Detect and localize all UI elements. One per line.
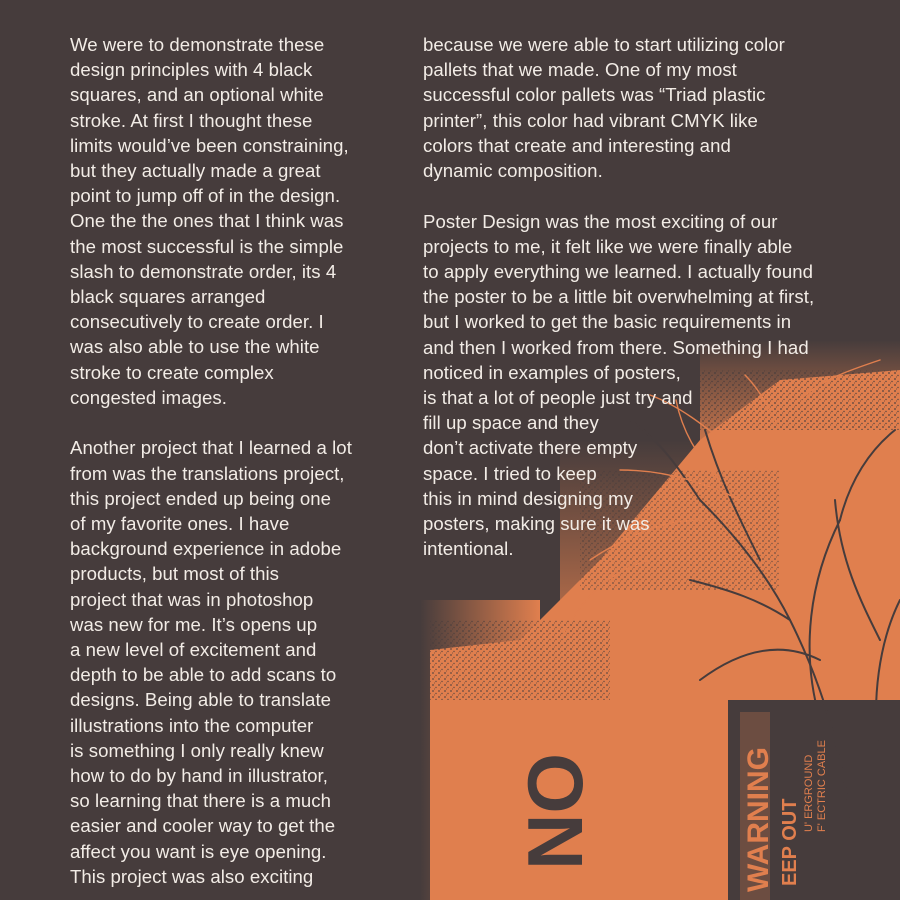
no-lettering (511, 753, 599, 870)
right-text-column (423, 32, 893, 561)
left-paragraph-2: Another project that I learned a lot from was the translations project, this project ended up being one of my favorite ones. I have background experience in adobe products, but most of this project that was in photoshop was new for me. It’s opens up a new level of excitement and depth to be able to add scans to designs. Being able to translate illustrations into the computer is something I only really knew how to do by hand in illustrator, so learning that there is a much easier and cooler way to get the affect you want is eye opening. This project was also exciting (70, 437, 352, 887)
right-paragraph-2: Poster Design was the most exciting of our projects to me, it felt like we were finally able to apply everything we learned. I actually found the poster to be a little bit overwhelming at first, but I worked to get the basic requirements in and then I worked from there. Something I had noticed in examples of posters, is that a lot of people just try and fill up space and they don’t activate there empty space. I tried to keep this in mind designing my posters, making sure it was intentional. (423, 210, 815, 560)
sign-cable-text: U' ERGROUND (803, 754, 815, 832)
left-paragraph-1: We were to demonstrate these design principles with 4 black squares, and an optional white stroke. At first I thought these limits would’ve been constraining, but they actually made a great point to jump off of in the design. One the the ones that I think was the most successful is the simple slash to demonstrate order, its 4 black squares arranged consecutively to create order. I was also able to use the white stroke to create complex congested images. (70, 34, 349, 408)
svg-text:NO: NO (511, 753, 599, 870)
right-paragraph-1: because we were able to start utilizing color pallets that we made. One of my most successful color pallets was “Triad plastic printer”, this color had vibrant CMYK like colors that create and interesting and dynamic composition. (423, 34, 785, 182)
sign-warning-text: WARNING (742, 747, 775, 892)
sign-keep-out-text: EEP OUT (779, 798, 801, 886)
left-text-column (70, 32, 415, 889)
svg-text:F' ECTRIC CABLE: F' ECTRIC CABLE (816, 740, 828, 832)
